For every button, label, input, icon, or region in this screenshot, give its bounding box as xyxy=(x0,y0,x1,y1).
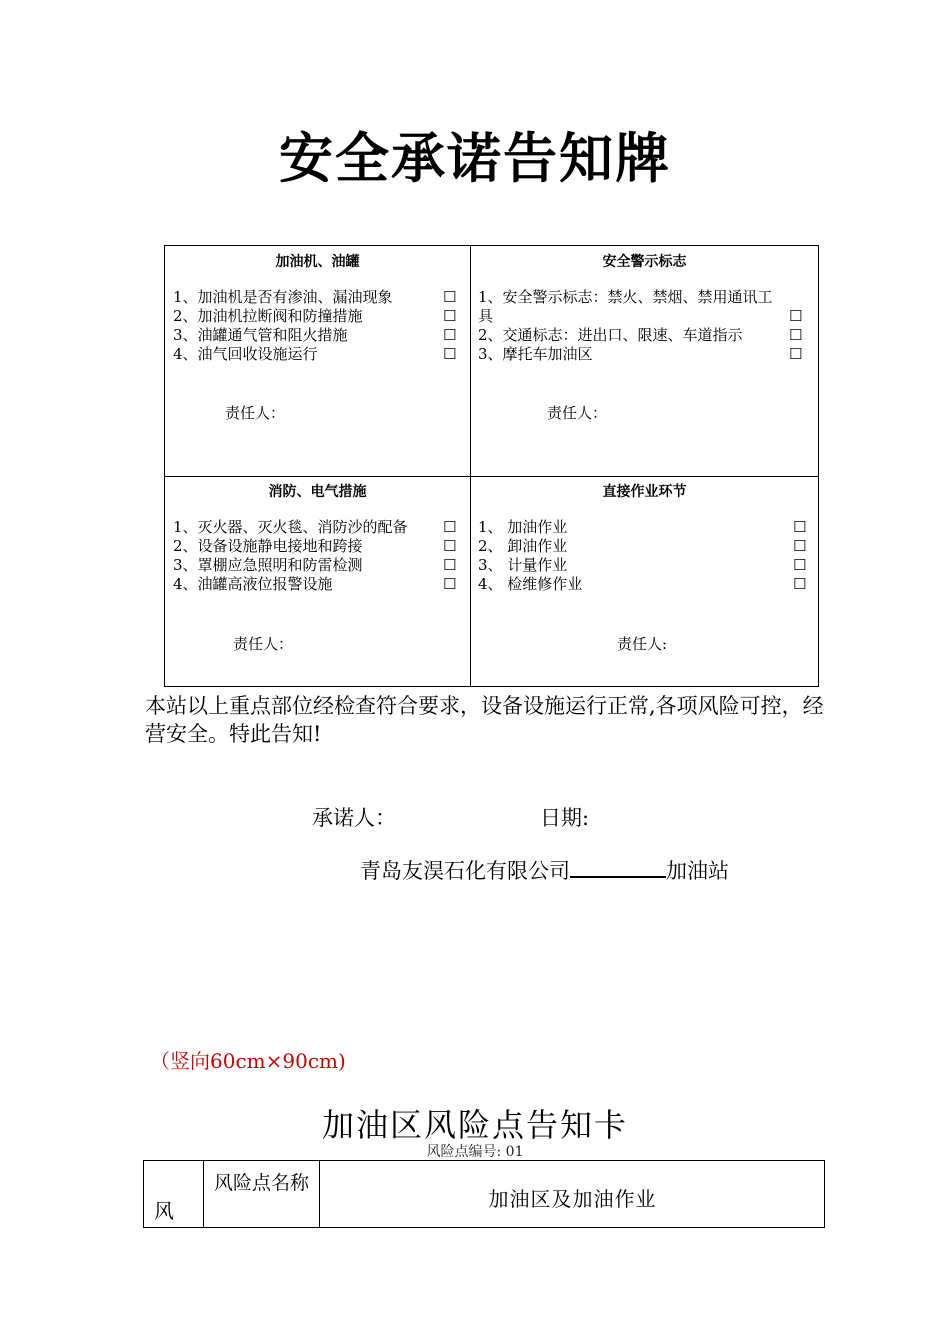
q4-heading: 直接作业环节 xyxy=(602,484,687,500)
q2-item-1-cont: 具 xyxy=(478,307,494,325)
company-name: 青岛友淏石化有限公司 xyxy=(360,859,570,883)
promisor-label: 承诺人： xyxy=(312,806,396,830)
q2-item-2: 2、交通标志：进出口、限速、车道指示 xyxy=(478,326,743,344)
q4-checkbox-2[interactable]: ☐ xyxy=(793,537,807,555)
q1-heading: 加油机、油罐 xyxy=(275,254,360,270)
page-title: 安全承诺告知牌 xyxy=(279,127,671,190)
q1-item-2: 2、加油机拉断阀和防撞措施 xyxy=(173,307,363,325)
date-label: 日期: xyxy=(540,806,590,830)
commitment-statement: 本站以上重点部位经检查符合要求，设备设施运行正常,各项风险可控，经营安全。特此告知! xyxy=(145,694,824,746)
company-line xyxy=(360,855,729,885)
q4-item-1: 1、 加油作业 xyxy=(478,518,568,536)
q2-checkbox-3[interactable]: ☐ xyxy=(789,345,803,363)
q1-checkbox-4[interactable]: ☐ xyxy=(443,345,457,363)
q3-checkbox-2[interactable]: ☐ xyxy=(443,537,457,555)
q1-responsible: 责任人： xyxy=(225,404,286,422)
q4-checkbox-1[interactable]: ☐ xyxy=(793,518,807,536)
q3-item-3: 3、罩棚应急照明和防雷检测 xyxy=(173,556,363,574)
q3-item-4: 4、油罐高液位报警设施 xyxy=(173,575,333,593)
q3-responsible: 责任人： xyxy=(233,635,294,653)
table-cell-risk-point-name-value: 加油区及加油作业 xyxy=(488,1187,657,1211)
q1-item-4: 4、油气回收设施运行 xyxy=(173,345,318,363)
table-cell-risk: 风 xyxy=(154,1199,174,1223)
table-cell-risk-point-name-label: 风险点名称 xyxy=(213,1172,309,1194)
q2-responsible: 责任人： xyxy=(547,404,608,422)
q3-item-2: 2、设备设施静电接地和跨接 xyxy=(173,537,363,555)
q4-checkbox-4[interactable]: ☐ xyxy=(793,575,807,593)
q3-heading: 消防、电气措施 xyxy=(268,484,367,500)
q2-item-1: 1、安全警示标志：禁火、禁烟、禁用通讯工 xyxy=(478,288,773,306)
q3-checkbox-1[interactable]: ☐ xyxy=(443,518,457,536)
q3-checkbox-3[interactable]: ☐ xyxy=(443,556,457,574)
q3-checkbox-4[interactable]: ☐ xyxy=(443,575,457,593)
station-name-blank[interactable] xyxy=(570,856,666,878)
risk-card-title: 加油区风险点告知卡 xyxy=(321,1106,628,1144)
q2-checkbox-2[interactable]: ☐ xyxy=(789,326,803,344)
grid-divider-horizontal xyxy=(165,476,818,477)
size-note: （竖向60cm×90cm) xyxy=(150,1049,346,1073)
grid-divider-vertical xyxy=(470,246,471,686)
q2-heading: 安全警示标志 xyxy=(602,254,687,270)
q4-responsible: 责任人: xyxy=(617,635,668,653)
q4-item-4: 4、 检维修作业 xyxy=(478,575,583,593)
q1-checkbox-2[interactable]: ☐ xyxy=(443,307,457,325)
q4-checkbox-3[interactable]: ☐ xyxy=(793,556,807,574)
q1-item-1: 1、加油机是否有渗油、漏油现象 xyxy=(173,288,393,306)
q3-item-1: 1、灭火器、灭火毯、消防沙的配备 xyxy=(173,518,408,536)
q4-item-3: 3、 计量作业 xyxy=(478,556,568,574)
q1-checkbox-1[interactable]: ☐ xyxy=(443,288,457,306)
q2-checkbox-1[interactable]: ☐ xyxy=(789,307,803,325)
company-suffix: 加油站 xyxy=(666,859,729,883)
checklist-grid xyxy=(164,245,819,687)
risk-point-code: 风险点编号: 01 xyxy=(426,1144,524,1160)
q4-item-2: 2、 卸油作业 xyxy=(478,537,568,555)
q1-item-3: 3、油罐通气管和阻火措施 xyxy=(173,326,348,344)
q2-item-3: 3、摩托车加油区 xyxy=(478,345,593,363)
risk-card-table xyxy=(143,1160,825,1228)
q1-checkbox-3[interactable]: ☐ xyxy=(443,326,457,344)
